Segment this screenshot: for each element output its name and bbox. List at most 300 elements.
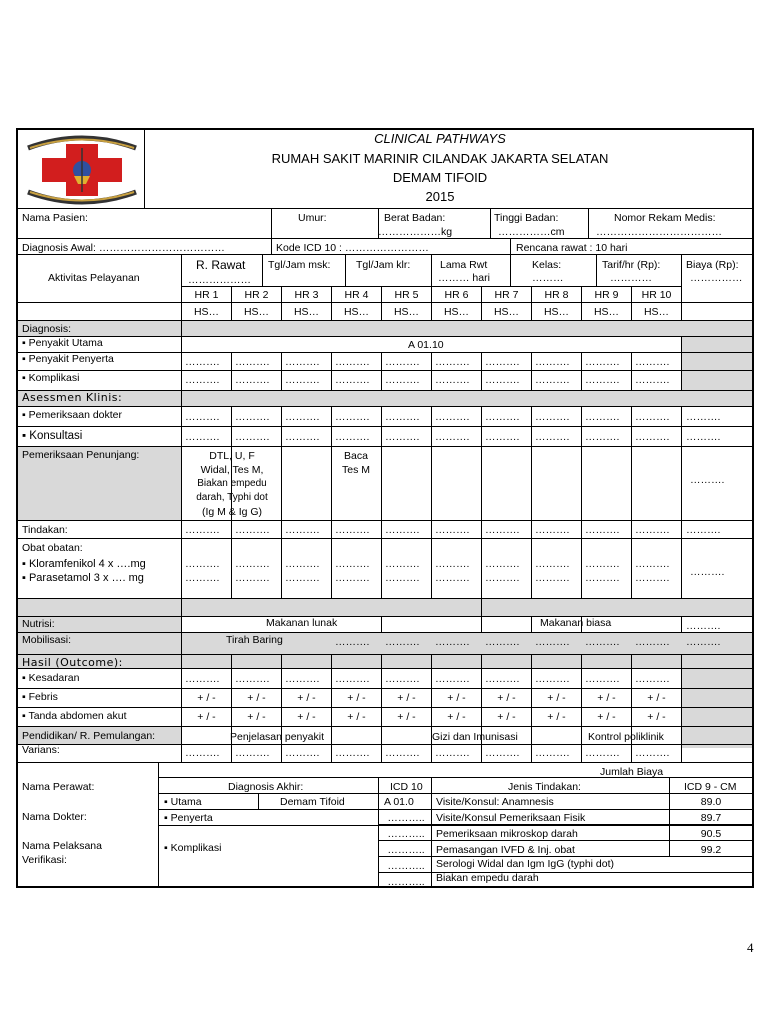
table-rule xyxy=(331,744,332,762)
table-rule xyxy=(16,208,753,209)
table-rule xyxy=(16,520,753,521)
dots-komplikasi-hr5: ………. xyxy=(385,374,420,386)
jumlah-biaya: Jumlah Biaya xyxy=(600,766,664,778)
table-rule xyxy=(581,744,582,762)
dots-obat-2-hr3: ………. xyxy=(285,572,320,584)
kode-icd: Kode ICD 10 : …………………… xyxy=(276,242,429,254)
dots-mobilisasi-10: ………. xyxy=(635,636,670,648)
icd10-header: ICD 10 xyxy=(390,781,423,793)
utama-value: Demam Tifoid xyxy=(280,796,345,808)
pendidikan-3: Kontrol poliklinik xyxy=(588,731,664,743)
dots-kesadaran-hr4: ………. xyxy=(335,673,370,685)
kesadaran-label: ▪ Kesadaran xyxy=(22,672,80,684)
title-line2: RUMAH SAKIT MARINIR CILANDAK JAKARTA SELATAN xyxy=(271,151,609,166)
tindakan-5: Serologi Widal dan Igm IgG (typhi dot) xyxy=(436,858,614,870)
biaya-label: Biaya (Rp): xyxy=(686,259,739,271)
komplikasi-footer-label: ▪ Komplikasi xyxy=(164,842,222,854)
dots-obat-2-hr9: ………. xyxy=(585,572,620,584)
outer-border-right xyxy=(752,128,754,888)
dots-mobilisasi-9: ………. xyxy=(585,636,620,648)
rencana-rawat: Rencana rawat : 10 hari xyxy=(516,242,628,254)
dots-obat-1-hr3: ………. xyxy=(285,558,320,570)
rawat-label: R. Rawat xyxy=(196,258,246,272)
page-number: 4 xyxy=(747,940,754,955)
table-rule xyxy=(331,726,332,744)
icd-dots-3: ……….. xyxy=(387,844,425,856)
dots-konsultasi-hr8: ………. xyxy=(535,431,570,443)
table-rule xyxy=(581,726,582,744)
table-rule xyxy=(158,762,159,886)
icd-dots-5: ……….. xyxy=(387,876,425,888)
table-rule xyxy=(16,352,753,353)
table-rule xyxy=(681,352,682,390)
pendidikan-label: Pendidikan/ R. Pemulangan: xyxy=(22,730,156,742)
dots-pemeriksaan-dokter-hr3: ………. xyxy=(285,411,320,423)
jenis-tindakan-header: Jenis Tindakan: xyxy=(508,781,581,793)
dots-obat-2-hr8: ………. xyxy=(535,572,570,584)
dots-obat-1-hr6: ………. xyxy=(435,558,470,570)
table-rule xyxy=(16,390,753,391)
dots-varians-hr5: ………. xyxy=(385,747,420,759)
rekam-value: ……………………………… xyxy=(596,226,722,238)
diagnosis-label: Diagnosis: xyxy=(22,323,72,335)
dots-obat-2-hr6: ………. xyxy=(435,572,470,584)
dots-mobilisasi-7: ………. xyxy=(485,636,520,648)
dots-kesadaran-hr8: ………. xyxy=(535,673,570,685)
dots-tindakan-hr6: ………. xyxy=(435,524,470,536)
nutrisi-biasa: Makanan biasa xyxy=(540,617,612,629)
mobilisasi-label: Mobilisasi: xyxy=(22,634,72,646)
table-rule xyxy=(378,840,753,841)
penyakit-penyerta-label: ▪ Penyakit Penyerta xyxy=(22,353,114,365)
day-header-hs5: HS… xyxy=(393,306,420,318)
berat-label: Berat Badan: xyxy=(384,212,446,224)
mobilisasi-value: Tirah Baring xyxy=(226,634,283,646)
table-rule xyxy=(16,446,753,447)
outer-border-left xyxy=(16,128,18,888)
table-rule xyxy=(490,208,491,238)
dots-tindakan-hr7: ………. xyxy=(485,524,520,536)
aktivitas-label: Aktivitas Pelayanan xyxy=(48,272,140,284)
table-rule xyxy=(588,208,589,238)
dots-komplikasi-hr7: ………. xyxy=(485,374,520,386)
febris-hr9: + / - xyxy=(597,692,616,704)
title-line3: DEMAM TIFOID xyxy=(392,170,488,185)
nama-pasien-label: Nama Pasien: xyxy=(22,212,88,224)
dots-varians-hr8: ………. xyxy=(535,747,570,759)
table-rule xyxy=(281,406,282,598)
tindakan-2: Visite/Konsul Pemeriksaan Fisik xyxy=(436,812,586,824)
febris-hr10: + / - xyxy=(647,692,666,704)
dots-konsultasi-hr10: ………. xyxy=(635,431,670,443)
table-rule xyxy=(481,406,482,598)
day-header-hr6: HR 6 xyxy=(444,289,469,301)
dots-varians-hr7: ………. xyxy=(485,747,520,759)
febris-hr4: + / - xyxy=(347,692,366,704)
dots-nutrisi-biaya: ………. xyxy=(686,620,721,632)
day-header-hs3: HS… xyxy=(293,306,320,318)
table-rule xyxy=(281,352,282,390)
dots-penyerta-hr4: ………. xyxy=(335,356,370,368)
day-header-hs9: HS… xyxy=(593,306,620,318)
dots-kesadaran-hr9: ………. xyxy=(585,673,620,685)
nama-pelaksana-label: Nama Pelaksana xyxy=(22,840,102,852)
table-rule xyxy=(231,352,232,390)
tindakan-3: Pemeriksaan mikroskop darah xyxy=(436,828,578,840)
nutrisi-label: Nutrisi: xyxy=(22,618,55,630)
dots-penyerta-hr10: ………. xyxy=(635,356,670,368)
table-rule xyxy=(345,254,346,286)
verifikasi-label: Verifikasi: xyxy=(22,854,67,866)
icd-dots-2: ……….. xyxy=(387,828,425,840)
dots-obat-2-hr4: ………. xyxy=(335,572,370,584)
table-rule xyxy=(631,406,632,598)
abdomen-hr10: + / - xyxy=(647,711,666,723)
penunjang-hr1: DTL, U, F Widal, Tes M, Biakan empedu darah, Typhi dot (Ig M & Ig G) xyxy=(196,450,268,518)
table-rule xyxy=(531,406,532,598)
abdomen-hr3: + / - xyxy=(297,711,316,723)
dots-kesadaran-hr3: ………. xyxy=(285,673,320,685)
table-rule xyxy=(16,320,753,321)
penyakit-utama-label: ▪ Penyakit Utama xyxy=(22,337,103,349)
dots-kesadaran-hr2: ………. xyxy=(235,673,270,685)
abdomen-hr8: + / - xyxy=(547,711,566,723)
table-rule xyxy=(681,744,682,762)
table-rule xyxy=(231,744,232,762)
utama-icd: A 01.0 xyxy=(384,796,414,808)
table-rule xyxy=(16,254,753,255)
table-rule xyxy=(431,254,432,286)
table-rule xyxy=(531,744,532,762)
dots-pemeriksaan-dokter-hr1: ………. xyxy=(185,411,220,423)
table-rule xyxy=(16,538,753,539)
table-rule xyxy=(281,744,282,762)
tindakan-label: Tindakan: xyxy=(22,524,68,536)
dots-penyerta-hr7: ………. xyxy=(485,356,520,368)
dots-obat-1-hr4: ………. xyxy=(335,558,370,570)
table-rule xyxy=(381,744,382,762)
dots-mobilisasi-5: ………. xyxy=(385,636,420,648)
table-rule xyxy=(431,777,432,886)
nama-dokter-label: Nama Dokter: xyxy=(22,811,87,823)
diagnosis-akhir-label: Diagnosis Akhir: xyxy=(228,781,304,793)
nutrisi-lunak: Makanan lunak xyxy=(266,617,338,629)
shaded-cell xyxy=(16,654,753,668)
dots-penyerta-hr3: ………. xyxy=(285,356,320,368)
day-header-hr10: HR 10 xyxy=(641,289,672,301)
icd-dots-4: ……….. xyxy=(387,860,425,872)
table-rule xyxy=(16,336,753,337)
abdomen-hr7: + / - xyxy=(497,711,516,723)
tindakan-4: Pemasangan IVFD & Inj. obat xyxy=(436,844,575,856)
dots-kesadaran-hr6: ………. xyxy=(435,673,470,685)
table-rule xyxy=(531,352,532,390)
abdomen-hr5: + / - xyxy=(397,711,416,723)
abdomen-hr9: + / - xyxy=(597,711,616,723)
dots-varians-hr10: ………. xyxy=(635,747,670,759)
dots-pemeriksaan-dokter-hr4: ………. xyxy=(335,411,370,423)
tarif-label: Tarif/hr (Rp): xyxy=(602,259,661,271)
diagnosis-awal: Diagnosis Awal: ……………………………… xyxy=(22,242,225,254)
day-header-hr2: HR 2 xyxy=(244,289,269,301)
dots-varians-hr4: ………. xyxy=(335,747,370,759)
tindakan-code-1: 89.0 xyxy=(700,796,722,808)
dots-konsultasi-hr5: ………. xyxy=(385,431,420,443)
table-rule xyxy=(381,406,382,598)
abdomen-hr1: + / - xyxy=(197,711,216,723)
table-rule xyxy=(378,824,753,825)
abdomen-label: ▪ Tanda abdomen akut xyxy=(22,710,127,722)
day-header-hr8: HR 8 xyxy=(544,289,569,301)
dots-tindakan-biaya: ………. xyxy=(686,524,721,536)
dots-pemeriksaan-dokter-hr6: ………. xyxy=(435,411,470,423)
dots-varians-hr9: ………. xyxy=(585,747,620,759)
table-rule xyxy=(581,352,582,390)
dots-pemeriksaan-dokter-biaya: ………. xyxy=(686,411,721,423)
dots-varians-hr1: ………. xyxy=(185,747,220,759)
febris-hr5: + / - xyxy=(397,692,416,704)
dots-penyerta-hr6: ………. xyxy=(435,356,470,368)
icd-dots-1: ……….. xyxy=(387,812,425,824)
table-rule xyxy=(271,238,272,254)
table-rule xyxy=(431,406,432,598)
konsultasi-label: ▪ Konsultasi xyxy=(22,430,83,442)
kelas-value: ……… xyxy=(532,272,564,284)
table-rule xyxy=(481,744,482,762)
table-rule xyxy=(681,286,682,320)
dots-penunjang-biaya: ………. xyxy=(690,474,725,486)
tarif-value: ………… xyxy=(610,272,652,284)
pemeriksaan-dokter-label: ▪ Pemeriksaan dokter xyxy=(22,409,123,421)
tinggi-label: Tinggi Badan: xyxy=(494,212,559,224)
dots-pemeriksaan-dokter-hr7: ………. xyxy=(485,411,520,423)
dots-obat-2-hr5: ………. xyxy=(385,572,420,584)
day-header-hs4: HS… xyxy=(343,306,370,318)
table-rule xyxy=(16,654,753,655)
day-header-hr1: HR 1 xyxy=(194,289,219,301)
table-rule xyxy=(16,616,753,617)
hasil-label: Hasil (Outcome): xyxy=(22,656,123,669)
dots-pemeriksaan-dokter-hr10: ………. xyxy=(635,411,670,423)
dots-obat-2-hr7: ………. xyxy=(485,572,520,584)
table-rule xyxy=(262,254,263,286)
table-rule xyxy=(631,352,632,390)
dots-konsultasi-hr1: ………. xyxy=(185,431,220,443)
dots-kesadaran-hr7: ………. xyxy=(485,673,520,685)
dots-komplikasi-hr8: ………. xyxy=(535,374,570,386)
dots-tindakan-hr2: ………. xyxy=(235,524,270,536)
table-rule xyxy=(581,406,582,598)
tindakan-code-3: 90.5 xyxy=(700,828,722,840)
lama-value: ……… hari xyxy=(438,272,490,284)
dots-obat-1-hr10: ………. xyxy=(635,558,670,570)
table-rule xyxy=(378,856,753,857)
febris-hr8: + / - xyxy=(547,692,566,704)
table-rule xyxy=(631,744,632,762)
table-rule xyxy=(16,238,753,239)
obat-1: ▪ Kloramfenikol 4 x ….mg xyxy=(22,558,146,570)
dots-komplikasi-hr9: ………. xyxy=(585,374,620,386)
table-rule xyxy=(16,726,753,727)
table-rule xyxy=(378,777,379,886)
febris-hr1: + / - xyxy=(197,692,216,704)
dots-kesadaran-hr5: ………. xyxy=(385,673,420,685)
dots-varians-hr2: ………. xyxy=(235,747,270,759)
dots-konsultasi-hr4: ………. xyxy=(335,431,370,443)
varians-label: Varians: xyxy=(22,744,60,756)
lama-label: Lama Rwt xyxy=(440,259,488,271)
utama-label: ▪ Utama xyxy=(164,796,202,808)
tindakan-code-4: 99.2 xyxy=(700,844,722,856)
komplikasi-label: ▪ Komplikasi xyxy=(22,372,80,384)
table-rule xyxy=(16,426,753,427)
day-header-hr4: HR 4 xyxy=(344,289,369,301)
table-rule xyxy=(681,336,682,352)
pendidikan-2: Gizi dan Imunisasi xyxy=(432,731,518,743)
day-header-hs1: HS… xyxy=(193,306,220,318)
dots-pemeriksaan-dokter-hr8: ………. xyxy=(535,411,570,423)
table-rule xyxy=(378,872,753,873)
tindakan-1: Visite/Konsul: Anamnesis xyxy=(436,796,554,808)
table-rule xyxy=(331,352,332,390)
day-header-hr5: HR 5 xyxy=(394,289,419,301)
tindakan-code-2: 89.7 xyxy=(700,812,722,824)
dots-mobilisasi-biaya: ………. xyxy=(686,636,721,648)
dots-tindakan-hr1: ………. xyxy=(185,524,220,536)
dots-obat-2-hr2: ………. xyxy=(235,572,270,584)
dots-kesadaran-hr1: ………. xyxy=(185,673,220,685)
dots-penyerta-hr2: ………. xyxy=(235,356,270,368)
dots-tindakan-hr8: ………. xyxy=(535,524,570,536)
dots-pemeriksaan-dokter-hr9: ………. xyxy=(585,411,620,423)
dots-konsultasi-hr6: ………. xyxy=(435,431,470,443)
day-header-hr9: HR 9 xyxy=(594,289,619,301)
table-rule xyxy=(158,809,753,810)
dots-penyerta-hr1: ………. xyxy=(185,356,220,368)
penyerta-label: ▪ Penyerta xyxy=(164,812,213,824)
obat-2: ▪ Parasetamol 3 x …. mg xyxy=(22,572,144,584)
dots-obat-biaya: ………. xyxy=(690,566,725,578)
abdomen-hr4: + / - xyxy=(347,711,366,723)
table-rule xyxy=(16,302,753,303)
day-header-hs8: HS… xyxy=(543,306,570,318)
table-rule xyxy=(258,793,259,809)
dots-komplikasi-hr6: ………. xyxy=(435,374,470,386)
table-rule xyxy=(381,352,382,390)
table-rule xyxy=(596,254,597,286)
febris-hr3: + / - xyxy=(297,692,316,704)
febris-hr7: + / - xyxy=(497,692,516,704)
table-rule xyxy=(16,707,753,708)
dots-tindakan-hr10: ………. xyxy=(635,524,670,536)
biaya-value: …………… xyxy=(690,272,743,284)
day-header-hs7: HS… xyxy=(493,306,520,318)
shaded-cell xyxy=(681,336,753,392)
dots-penyerta-hr8: ………. xyxy=(535,356,570,368)
table-rule xyxy=(158,825,753,826)
table-rule xyxy=(16,668,753,669)
dots-obat-2-hr10: ………. xyxy=(635,572,670,584)
nama-perawat-label: Nama Perawat: xyxy=(22,781,95,793)
table-rule xyxy=(16,406,753,407)
hospital-logo xyxy=(22,134,142,206)
dots-penyerta-hr9: ………. xyxy=(585,356,620,368)
table-rule xyxy=(431,744,432,762)
dots-komplikasi-hr2: ………. xyxy=(235,374,270,386)
table-rule xyxy=(481,352,482,390)
umur-label: Umur: xyxy=(298,212,327,224)
dots-mobilisasi-4: ………. xyxy=(335,636,370,648)
icd9-header: ICD 9 - CM xyxy=(684,781,737,793)
table-rule xyxy=(531,616,532,632)
tinggi-value: ……………cm xyxy=(498,226,565,238)
shaded-cell xyxy=(16,598,753,616)
dots-pemeriksaan-dokter-hr2: ………. xyxy=(235,411,270,423)
febris-hr2: + / - xyxy=(247,692,266,704)
pendidikan-1: Penjelasan penyakit xyxy=(230,731,324,743)
table-rule xyxy=(158,777,753,778)
title-line4: 2015 xyxy=(425,189,455,204)
table-rule xyxy=(158,793,753,794)
abdomen-hr2: + / - xyxy=(247,711,266,723)
dots-obat-2-hr1: ………. xyxy=(185,572,220,584)
dots-pemeriksaan-dokter-hr5: ………. xyxy=(385,411,420,423)
dots-mobilisasi-6: ………. xyxy=(435,636,470,648)
table-rule xyxy=(510,254,511,286)
dots-komplikasi-hr4: ………. xyxy=(335,374,370,386)
dots-kesadaran-hr10: ………. xyxy=(635,673,670,685)
dots-obat-1-hr5: ………. xyxy=(385,558,420,570)
title-line1: CLINICAL PATHWAYS xyxy=(374,131,506,146)
dots-tindakan-hr9: ………. xyxy=(585,524,620,536)
dots-konsultasi-hr2: ………. xyxy=(235,431,270,443)
day-header-hs6: HS… xyxy=(443,306,470,318)
dots-obat-1-hr9: ………. xyxy=(585,558,620,570)
table-rule xyxy=(16,370,753,371)
tgl-klr-label: Tgl/Jam klr: xyxy=(356,259,411,271)
table-rule xyxy=(271,208,272,238)
table-rule xyxy=(481,598,482,632)
kelas-label: Kelas: xyxy=(532,259,562,271)
dots-varians-hr3: ………. xyxy=(285,747,320,759)
table-rule xyxy=(16,632,753,633)
dots-konsultasi-hr9: ………. xyxy=(585,431,620,443)
dots-konsultasi-biaya: ………. xyxy=(686,431,721,443)
penunjang-label: Pemeriksaan Penunjang: xyxy=(22,449,140,461)
table-rule xyxy=(16,744,753,745)
day-header-hs2: HS… xyxy=(243,306,270,318)
day-header-hr3: HR 3 xyxy=(294,289,319,301)
rekam-label: Nomor Rekam Medis: xyxy=(614,212,716,224)
shaded-cell xyxy=(16,390,753,406)
dots-tindakan-hr5: ………. xyxy=(385,524,420,536)
shaded-cell xyxy=(16,320,753,336)
table-rule xyxy=(16,688,753,689)
table-rule xyxy=(681,254,682,286)
dots-varians-hr6: ………. xyxy=(435,747,470,759)
febris-label: ▪ Febris xyxy=(22,691,58,703)
dots-komplikasi-hr10: ………. xyxy=(635,374,670,386)
table-rule xyxy=(381,616,382,632)
outer-border-top xyxy=(16,128,753,130)
dots-mobilisasi-8: ………. xyxy=(535,636,570,648)
asesmen-label: Asessmen Klinis: xyxy=(22,391,123,404)
dots-tindakan-hr3: ………. xyxy=(285,524,320,536)
table-rule xyxy=(16,762,753,763)
rawat-value: ……………… xyxy=(188,274,251,286)
table-rule xyxy=(431,352,432,390)
table-rule xyxy=(510,238,511,254)
